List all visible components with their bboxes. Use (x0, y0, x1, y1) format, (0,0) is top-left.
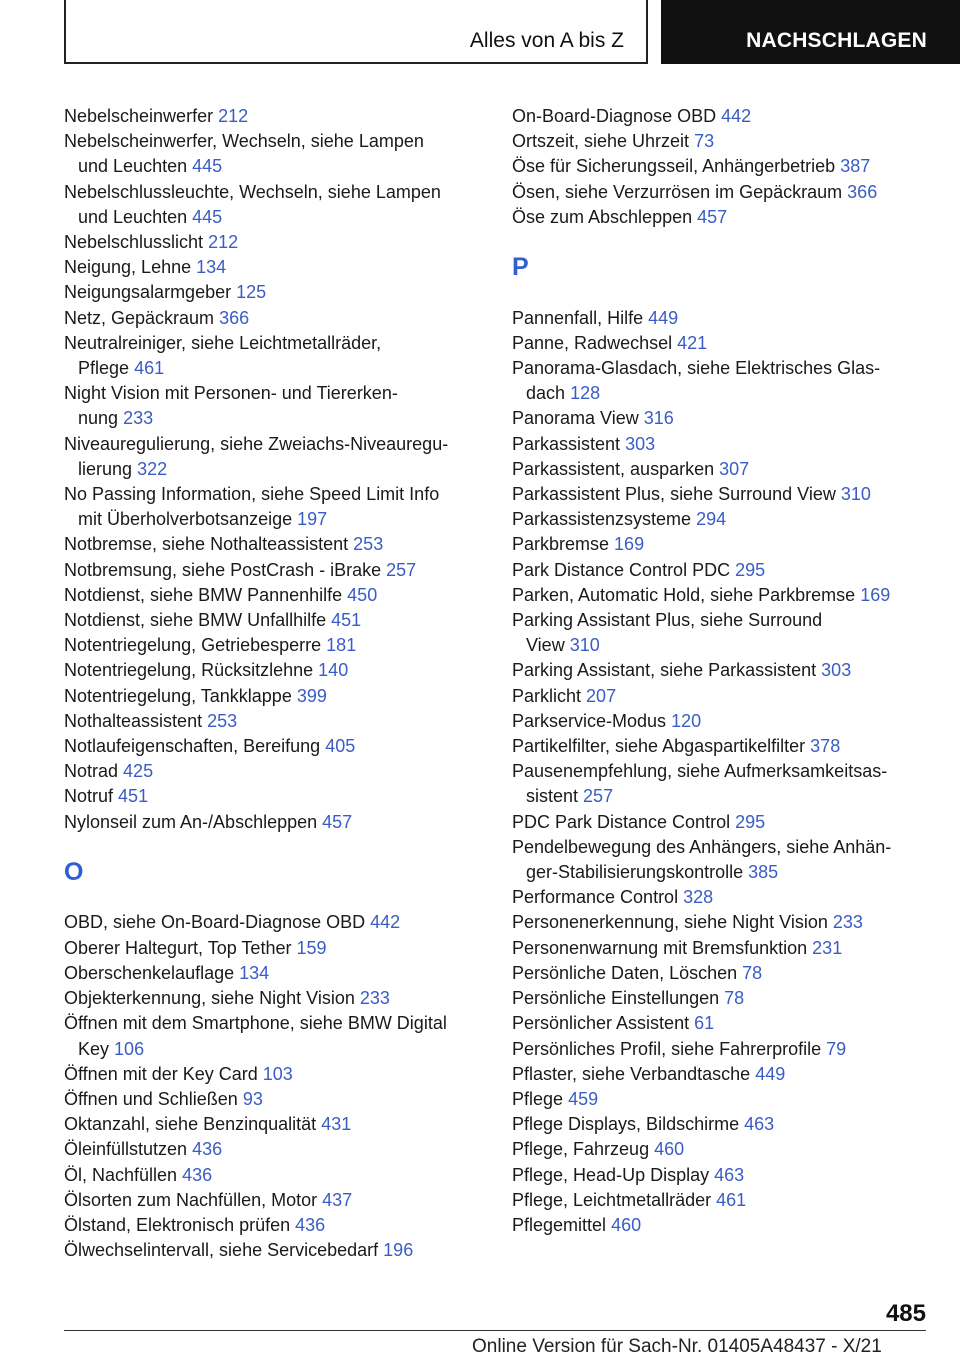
page-link[interactable]: 328 (683, 887, 714, 908)
index-entry (512, 482, 952, 507)
page-link[interactable]: 322 (137, 458, 168, 479)
entry-term: Oktanzahl, siehe Benzinqualität (64, 1114, 317, 1135)
entry-term: Panne, Radwechsel (512, 332, 673, 353)
page-link[interactable]: 140 (318, 660, 349, 681)
entry-term: Nebelschlusslicht (64, 232, 204, 253)
section-letter: P (512, 253, 529, 282)
page-link[interactable]: 294 (696, 509, 727, 530)
page-link[interactable]: 451 (118, 786, 149, 807)
entry-term: Notentriegelung, Getriebesperre (64, 635, 322, 656)
entry-term: Ölstand, Elektronisch prüfen (64, 1214, 291, 1235)
page-link[interactable]: 120 (671, 710, 702, 731)
page-link[interactable]: 366 (219, 307, 250, 328)
index-entry (64, 1011, 504, 1061)
page-link[interactable]: 399 (296, 685, 327, 706)
index-entry (64, 1137, 504, 1162)
entry-term: Pflege Displays, Bildschirme (512, 1114, 740, 1135)
entry-term: Parking Assistant Plus, siehe Surround (512, 610, 823, 631)
chapter-tab-label: NACHSCHLAGEN (746, 29, 927, 52)
index-entry (512, 406, 952, 431)
index-entry (512, 810, 952, 835)
page-link[interactable]: 451 (331, 610, 362, 631)
entry-term: On-Board-Diagnose OBD (512, 106, 717, 126)
page-link[interactable]: 461 (134, 358, 165, 379)
entry-term: Notruf (64, 786, 114, 807)
index-entry (512, 104, 952, 129)
entry-term: Pflaster, siehe Verbandtasche (512, 1063, 751, 1084)
entry-term: Parkservice-Modus (512, 710, 667, 731)
entry-term: PDC Park Distance Control (512, 811, 731, 832)
entry-term: Oberer Haltegurt, Top Tether (64, 937, 292, 958)
page-link[interactable]: 442 (370, 912, 401, 933)
entry-term: Öffnen mit der Key Card (64, 1063, 258, 1084)
entry-term-continued: Key (78, 1038, 110, 1059)
entry-term: Parken, Automatic Hold, siehe Parkbremse (512, 584, 856, 605)
entry-term: Öffnen mit dem Smartphone, siehe BMW Digital (64, 1013, 447, 1034)
entry-term-continued: View (526, 635, 565, 656)
entry-term: Performance Control (512, 887, 679, 908)
section-letter: O (64, 857, 84, 886)
index-entry (64, 129, 504, 179)
page-link[interactable]: 310 (840, 484, 871, 505)
entry-term: Persönliche Daten, Löschen (512, 962, 738, 983)
header-frame (64, 0, 648, 64)
index-entry (64, 583, 504, 608)
entry-term: Persönlicher Assistent (512, 1013, 690, 1034)
page-link[interactable]: 79 (826, 1038, 847, 1059)
entry-term: Objekterkennung, siehe Night Vision (64, 988, 355, 1009)
entry-term: Öleinfüllstutzen (64, 1139, 188, 1160)
index-entry (64, 784, 504, 809)
page-link[interactable]: 233 (123, 408, 154, 429)
index-entry (64, 986, 504, 1011)
index-entry (64, 759, 504, 784)
page-link[interactable]: 457 (322, 811, 353, 832)
index-entry (64, 482, 504, 532)
page-link[interactable]: 93 (242, 1088, 263, 1109)
page-link[interactable]: 457 (697, 206, 728, 227)
index-entry (512, 180, 952, 205)
entry-term: Pendelbewegung des Anhängers, siehe Anhän- (512, 836, 892, 857)
entry-term-continued: nung (78, 408, 119, 429)
entry-term: Personenwarnung mit Bremsfunktion (512, 937, 808, 958)
index-entry (512, 532, 952, 557)
entry-term: Parkbremse (512, 534, 610, 555)
entry-term: Persönliches Profil, siehe Fahrerprofile (512, 1038, 822, 1059)
page-link[interactable]: 449 (648, 307, 679, 328)
page-link[interactable]: 303 (625, 433, 656, 454)
index-entry (512, 583, 952, 608)
index-entry (512, 356, 952, 406)
entry-term: Öse für Sicherungsseil, Anhängerbetrieb (512, 156, 836, 177)
page-link[interactable]: 463 (744, 1114, 775, 1135)
entry-term: Oberschenkelauflage (64, 962, 235, 983)
page-link[interactable]: 128 (570, 383, 601, 404)
index-entry (64, 1188, 504, 1213)
index-entry (512, 961, 952, 986)
entry-term: Nothalteassistent (64, 710, 203, 731)
entry-term: Ölsorten zum Nachfüllen, Motor (64, 1189, 318, 1210)
index-entry (64, 709, 504, 734)
entry-term: Notlaufeigenschaften, Bereifung (64, 736, 321, 757)
index-entry (512, 684, 952, 709)
index-entry (512, 457, 952, 482)
index-entry (512, 331, 952, 356)
index-entry (64, 381, 504, 431)
page-link[interactable]: 461 (716, 1189, 747, 1210)
section-title: Alles von A bis Z (469, 29, 624, 52)
entry-term: Night Vision mit Personen- und Tiererken- (64, 383, 398, 404)
page-link[interactable]: 310 (569, 635, 600, 656)
index-entry (512, 734, 952, 759)
page-link[interactable]: 436 (192, 1139, 223, 1160)
page-link[interactable]: 421 (677, 332, 708, 353)
index-entry (512, 1137, 952, 1162)
entry-term: Notbremsung, siehe PostCrash - iBrake (64, 559, 382, 580)
footer-divider (64, 1330, 926, 1331)
page-link[interactable]: 103 (262, 1063, 293, 1084)
page-link[interactable]: 316 (643, 408, 674, 429)
page-link[interactable]: 257 (386, 559, 417, 580)
index-entry (512, 1062, 952, 1087)
page-link[interactable]: 78 (742, 962, 763, 983)
entry-term: Ölwechselintervall, siehe Servicebedarf (64, 1240, 379, 1261)
index-entry (64, 1087, 504, 1112)
index-entry (512, 835, 952, 885)
entry-term: Notdienst, siehe BMW Unfallhilfe (64, 610, 327, 631)
index-entry (512, 608, 952, 658)
footer-text: Online Version für Sach-Nr. 01405A48437 - X/21 (472, 1336, 882, 1357)
entry-term: Personenerkennung, siehe Night Vision (512, 912, 828, 933)
page-link[interactable]: 385 (748, 862, 779, 883)
index-entry (64, 230, 504, 255)
entry-term: No Passing Information, siehe Speed Limit Info (64, 484, 440, 505)
entry-term: Parklicht (512, 685, 582, 706)
entry-term: Pannenfall, Hilfe (512, 307, 644, 328)
entry-term: Pflege, Leichtmetallräder (512, 1189, 712, 1210)
page-link[interactable]: 233 (832, 912, 863, 933)
entry-term: Pflege (512, 1088, 564, 1109)
page-link[interactable]: 303 (821, 660, 852, 681)
entry-term: Öl, Nachfüllen (64, 1164, 178, 1185)
entry-term: Netz, Gepäckraum (64, 307, 215, 328)
page-link[interactable]: 233 (359, 988, 390, 1009)
page-link[interactable]: 134 (196, 257, 227, 278)
page-link[interactable]: 181 (326, 635, 357, 656)
index-entry (512, 986, 952, 1011)
entry-term: Nebelscheinwerfer (64, 106, 214, 126)
entry-term: Nebelschlussleuchte, Wechseln, siehe Lampen (64, 181, 441, 202)
index-entry (64, 1238, 504, 1263)
index-entry (512, 910, 952, 935)
index-entry (512, 885, 952, 910)
index-entry (64, 961, 504, 986)
index-entry (512, 507, 952, 532)
page-link[interactable]: 445 (192, 156, 223, 177)
entry-term: Neigungsalarmgeber (64, 282, 232, 303)
entry-term: Notbremse, siehe Nothalteassistent (64, 534, 349, 555)
entry-term: Pausenempfehlung, siehe Aufmerksamkeitsas- (512, 761, 888, 782)
index-entry (64, 432, 504, 482)
index-entry (512, 1213, 952, 1238)
page-link[interactable]: 106 (114, 1038, 145, 1059)
page-link[interactable]: 134 (239, 962, 270, 983)
index-entry (512, 1112, 952, 1137)
index-entry (64, 306, 504, 331)
page-link[interactable]: 436 (295, 1214, 326, 1235)
index-entry (512, 205, 952, 230)
index-column-right (512, 104, 952, 1238)
entry-term: Niveauregulierung, siehe Zweiachs-Niveauregu- (64, 433, 449, 454)
page-link[interactable]: 197 (297, 509, 328, 530)
entry-term-continued: dach (526, 383, 566, 404)
index-entry (64, 180, 504, 230)
entry-term: Panorama-Glasdach, siehe Elektrisches Glas- (512, 358, 881, 379)
index-entry (64, 331, 504, 381)
page-link[interactable]: 437 (322, 1189, 353, 1210)
page-link[interactable]: 159 (296, 937, 327, 958)
index-entry (64, 658, 504, 683)
entry-term-continued: und Leuchten (78, 156, 188, 177)
page-link[interactable]: 431 (321, 1114, 352, 1135)
page-link[interactable]: 387 (840, 156, 871, 177)
index-entry (64, 608, 504, 633)
page-link[interactable]: 307 (719, 458, 750, 479)
page-link[interactable]: 196 (383, 1240, 414, 1261)
index-entry (64, 104, 504, 129)
index-entry (64, 255, 504, 280)
index-entry (512, 1087, 952, 1112)
page-number: 485 (885, 1300, 926, 1327)
entry-term: Partikelfilter, siehe Abgaspartikelfilter (512, 736, 806, 757)
entry-term-continued: und Leuchten (78, 206, 188, 227)
page-link[interactable]: 449 (755, 1063, 786, 1084)
index-column-left (64, 104, 504, 1263)
index-entry (64, 1213, 504, 1238)
page-link[interactable]: 463 (714, 1164, 745, 1185)
entry-term: Park Distance Control PDC (512, 559, 731, 580)
page-link[interactable]: 460 (654, 1139, 685, 1160)
entry-term: Notdienst, siehe BMW Pannenhilfe (64, 584, 343, 605)
page-link[interactable]: 61 (694, 1013, 715, 1034)
index-entry (64, 280, 504, 305)
entry-term: OBD, siehe On-Board-Diagnose OBD (64, 912, 366, 933)
page-link[interactable]: 125 (236, 282, 267, 303)
index-entry (512, 129, 952, 154)
entry-term: Pflege, Head-Up Display (512, 1164, 710, 1185)
index-entry (64, 1062, 504, 1087)
page-link[interactable]: 425 (123, 761, 154, 782)
page-link[interactable]: 78 (724, 988, 745, 1009)
page-link[interactable]: 366 (847, 181, 878, 202)
entry-term: Öse zum Abschleppen (512, 206, 693, 227)
page-link[interactable]: 459 (568, 1088, 599, 1109)
entry-term: Neigung, Lehne (64, 257, 192, 278)
index-entry (64, 1163, 504, 1188)
entry-term: Ortszeit, siehe Uhrzeit (512, 131, 690, 152)
index-entry (64, 633, 504, 658)
index-entry (512, 936, 952, 961)
index-entry (512, 306, 952, 331)
page-link[interactable]: 212 (208, 232, 239, 253)
index-entry (512, 658, 952, 683)
index-entry (64, 1112, 504, 1137)
index-entry (512, 1188, 952, 1213)
page-link[interactable]: 253 (353, 534, 384, 555)
page-link[interactable]: 378 (810, 736, 841, 757)
page-link[interactable]: 169 (614, 534, 645, 555)
entry-term: Parkassistent, ausparken (512, 458, 715, 479)
index-entry (64, 558, 504, 583)
entry-term: Persönliche Einstellungen (512, 988, 720, 1009)
index-entry (64, 936, 504, 961)
page-link[interactable]: 73 (694, 131, 715, 152)
page-link[interactable]: 445 (192, 206, 223, 227)
page-link[interactable]: 169 (860, 584, 891, 605)
entry-term: Panorama View (512, 408, 639, 429)
page-link[interactable]: 450 (347, 584, 378, 605)
entry-term: Ösen, siehe Verzurrösen im Gepäckraum (512, 181, 843, 202)
page-link[interactable]: 257 (583, 786, 614, 807)
page-link[interactable]: 207 (586, 685, 617, 706)
page-link[interactable]: 436 (182, 1164, 213, 1185)
page-link[interactable]: 212 (218, 106, 249, 126)
entry-term: Parkassistenzsysteme (512, 509, 692, 530)
page-link[interactable]: 442 (721, 106, 752, 126)
page-link[interactable]: 460 (611, 1214, 642, 1235)
chapter-tab[interactable] (661, 0, 960, 64)
entry-term-continued: sistent (526, 786, 579, 807)
entry-term: Pflege, Fahrzeug (512, 1139, 650, 1160)
entry-term-continued: ger-Stabilisierungskontrolle (526, 862, 744, 883)
index-entry (512, 1037, 952, 1062)
entry-term-continued: Pflege (78, 358, 130, 379)
entry-term: Parkassistent Plus, siehe Surround View (512, 484, 836, 505)
page-link[interactable]: 295 (735, 559, 766, 580)
entry-term: Pflegemittel (512, 1214, 607, 1235)
index-entry (64, 910, 504, 935)
entry-term: Notrad (64, 761, 119, 782)
entry-term: Neutralreiniger, siehe Leichtmetallräder, (64, 332, 382, 353)
entry-term: Notentriegelung, Rücksitzlehne (64, 660, 314, 681)
index-entry (64, 810, 504, 835)
index-entry (512, 558, 952, 583)
index-entry (512, 1163, 952, 1188)
page-link[interactable]: 295 (735, 811, 766, 832)
page-link[interactable]: 253 (207, 710, 238, 731)
entry-term: Notentriegelung, Tankklappe (64, 685, 292, 706)
entry-term: Öffnen und Schließen (64, 1088, 238, 1109)
entry-term-continued: mit Überholverbotsanzeige (78, 509, 293, 530)
page-link[interactable]: 405 (325, 736, 356, 757)
index-entry (512, 154, 952, 179)
entry-term-continued: lierung (78, 458, 133, 479)
index-entry (512, 1011, 952, 1036)
index-entry (64, 684, 504, 709)
index-entry (64, 734, 504, 759)
entry-term: Nebelscheinwerfer, Wechseln, siehe Lampen (64, 131, 424, 152)
index-entry (512, 432, 952, 457)
index-entry (512, 709, 952, 734)
index-entry (64, 532, 504, 557)
entry-term: Parking Assistant, siehe Parkassistent (512, 660, 817, 681)
entry-term: Parkassistent (512, 433, 621, 454)
entry-term: Nylonseil zum An-/Abschleppen (64, 811, 318, 832)
page-link[interactable]: 231 (812, 937, 843, 958)
index-entry (512, 759, 952, 809)
